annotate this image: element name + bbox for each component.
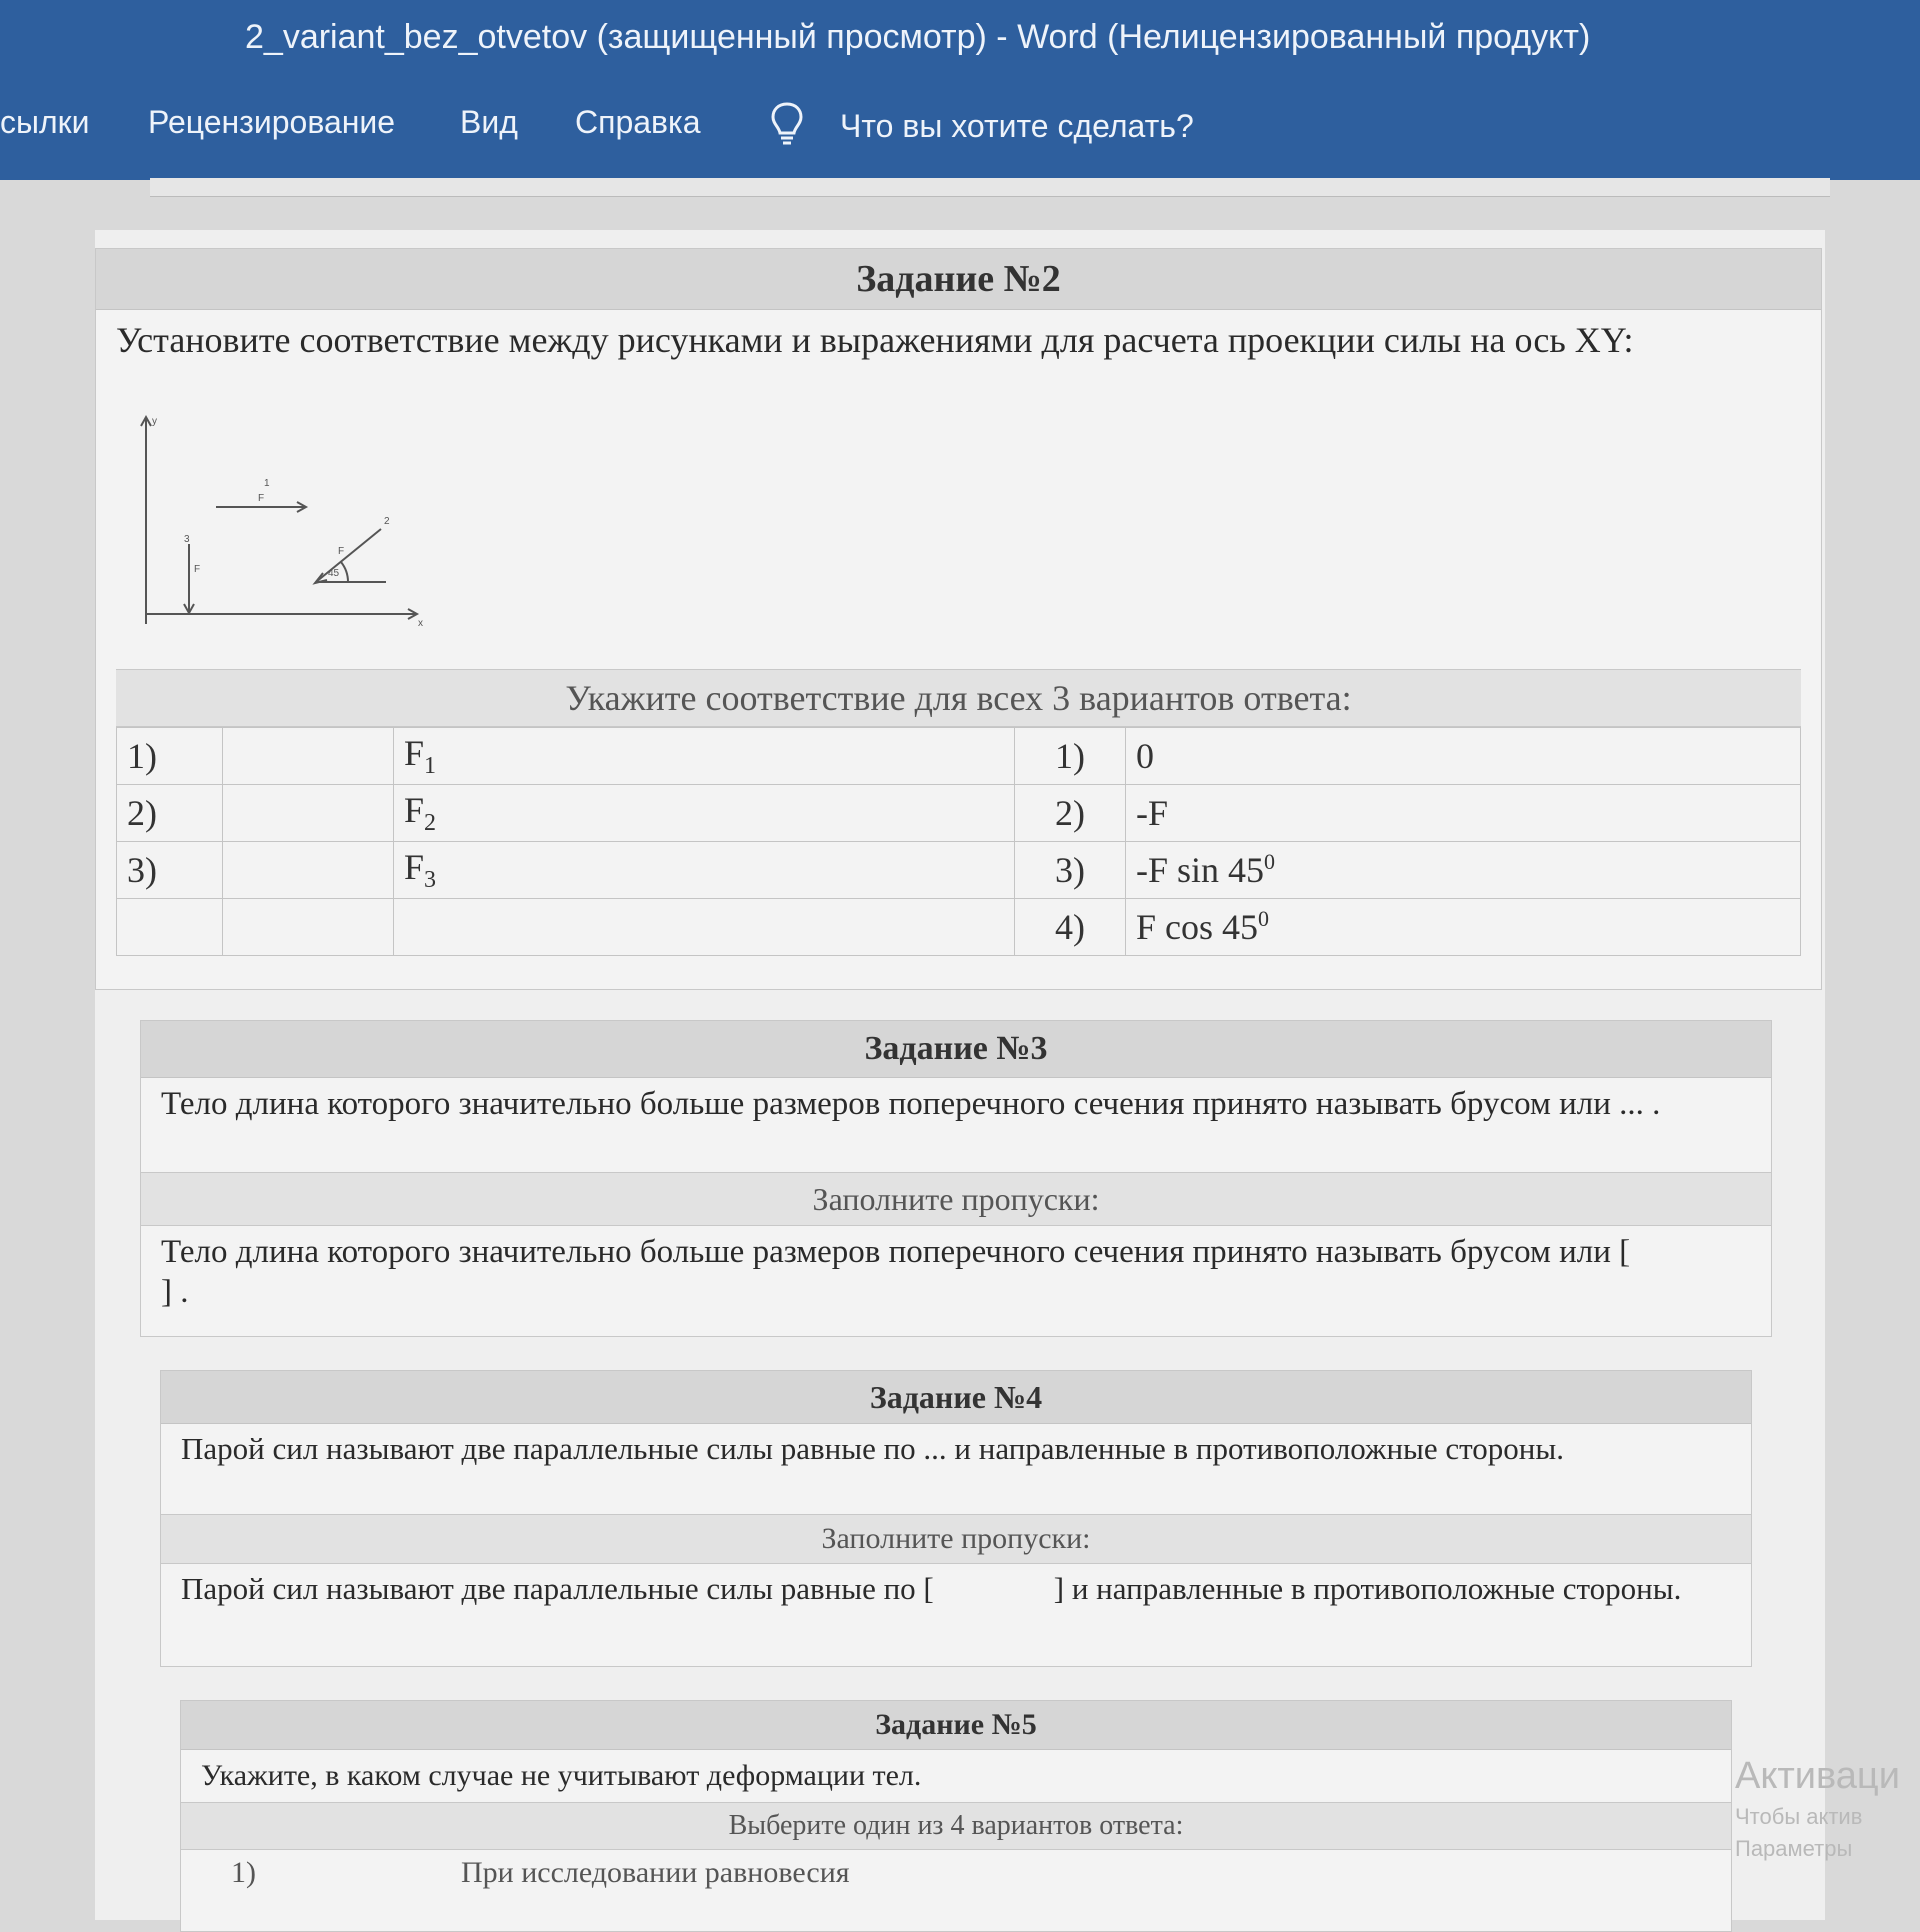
tab-help[interactable]: Справка bbox=[575, 104, 701, 140]
option-text: При исследовании равновесия bbox=[461, 1856, 850, 1889]
task-2-instruction: Укажите соответствие для всех 3 вариантов ответа: bbox=[116, 669, 1801, 727]
force-diagram bbox=[126, 414, 426, 634]
task-3 bbox=[140, 1020, 1772, 1337]
tell-me-search[interactable]: Что вы хотите сделать? bbox=[840, 108, 1194, 144]
ruler-strip bbox=[150, 178, 1830, 197]
tab-mailings[interactable]: сылки bbox=[0, 104, 90, 140]
left-num: 3) bbox=[117, 842, 223, 899]
right-num: 1) bbox=[1015, 728, 1126, 785]
svg-text:F: F bbox=[194, 564, 201, 575]
right-item: -F $\sin 45^0$ bbox=[1126, 842, 1801, 899]
left-item: $F_3$ bbox=[394, 842, 1015, 899]
task-4 bbox=[160, 1370, 1752, 1667]
table-row bbox=[117, 842, 1801, 899]
right-num: 2) bbox=[1015, 785, 1126, 842]
right-item: 0 bbox=[1126, 728, 1801, 785]
task-2-heading: Задание №2 bbox=[96, 249, 1821, 310]
table-row bbox=[117, 728, 1801, 785]
task-2 bbox=[95, 248, 1822, 990]
right-num: 4) bbox=[1015, 899, 1126, 956]
svg-text:y: y bbox=[152, 416, 157, 427]
task-5 bbox=[180, 1700, 1732, 1932]
right-item: -F bbox=[1126, 785, 1801, 842]
activation-watermark: Активаци Чтобы актив Параметры bbox=[1735, 1755, 1900, 1861]
svg-text:1: 1 bbox=[264, 478, 270, 489]
title-bar bbox=[0, 0, 1920, 180]
task-4-question: Парой сил называют две параллельные силы равные по ... и направленные в противоположные стороны. bbox=[181, 1431, 1564, 1466]
tab-view[interactable]: Вид bbox=[460, 104, 518, 140]
document-page bbox=[95, 230, 1825, 1920]
svg-text:3: 3 bbox=[184, 534, 190, 545]
task-4-heading: Задание №4 bbox=[161, 1371, 1751, 1424]
task-2-question: Установите соответствие между рисунками и выражениями для расчета проекции силы на ось XY: bbox=[116, 320, 1634, 360]
task-5-instruction: Выберите один из 4 вариантов ответа: bbox=[181, 1802, 1731, 1850]
right-num: 3) bbox=[1015, 842, 1126, 899]
angle-label: 45 bbox=[328, 568, 340, 579]
task-5-heading: Задание №5 bbox=[181, 1701, 1731, 1750]
task-3-heading: Задание №3 bbox=[141, 1021, 1771, 1078]
left-num: 1) bbox=[117, 728, 223, 785]
task-3-question: Тело длина которого значительно больше размеров поперечного сечения принято называть брусом или ... . bbox=[161, 1086, 1661, 1122]
table-row bbox=[117, 785, 1801, 842]
task-4-fill: Парой сил называют две параллельные силы равные по [ ] и направленные в противоположные стороны. bbox=[181, 1571, 1682, 1606]
left-item: $F_2$ bbox=[394, 785, 1015, 842]
task-3-fill: Тело длина которого значительно больше размеров поперечного сечения принято называть брусом или [] . bbox=[161, 1234, 1631, 1310]
lightbulb-icon[interactable] bbox=[770, 100, 804, 150]
option-num: 1) bbox=[231, 1856, 256, 1889]
tab-review[interactable]: Рецензирование bbox=[148, 104, 396, 140]
left-item: $F_1$ bbox=[394, 728, 1015, 785]
task-3-instruction: Заполните пропуски: bbox=[141, 1172, 1771, 1226]
left-num: 2) bbox=[117, 785, 223, 842]
svg-text:x: x bbox=[418, 618, 423, 629]
ribbon-tabs bbox=[0, 100, 1920, 160]
window-title: 2_variant_bez_otvetov (защищенный просмотр) - Word (Нелицензированный продукт) bbox=[245, 18, 1591, 56]
task-5-question: Укажите, в каком случае не учитывают деформации тел. bbox=[201, 1759, 922, 1792]
svg-text:F: F bbox=[338, 546, 345, 557]
svg-text:2: 2 bbox=[384, 516, 390, 527]
svg-text:F: F bbox=[258, 493, 265, 504]
matching-table bbox=[116, 727, 1801, 956]
option-1[interactable] bbox=[181, 1850, 1731, 1896]
task-4-instruction: Заполните пропуски: bbox=[161, 1514, 1751, 1564]
right-item: F $\cos 45^0$ bbox=[1126, 899, 1801, 956]
table-row bbox=[117, 899, 1801, 956]
